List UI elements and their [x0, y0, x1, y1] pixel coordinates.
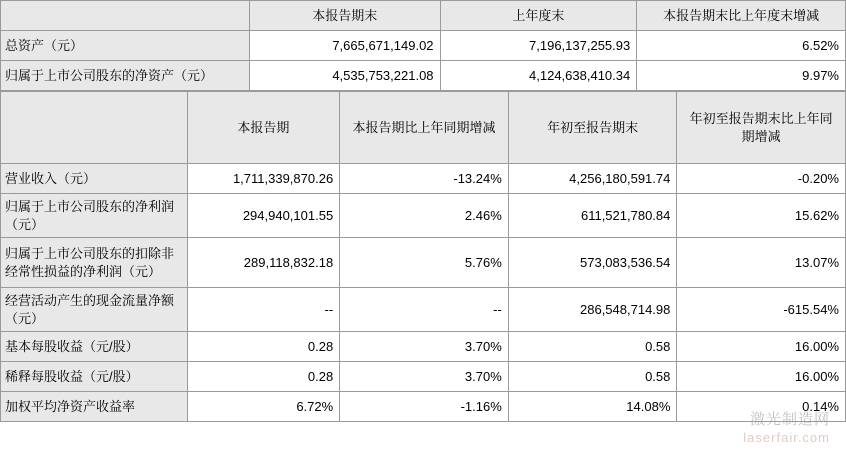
- cell-net-profit-deducted-ytd-yoy: 13.07%: [677, 238, 846, 288]
- cell-net-profit-deducted-this-period: 289,118,832.18: [187, 238, 340, 288]
- cell-net-profit-deducted-ytd: 573,083,536.54: [508, 238, 677, 288]
- cell-net-assets-last-year-end: 4,124,638,410.34: [440, 61, 637, 91]
- row-label-diluted-eps: 稀释每股收益（元/股）: [1, 362, 188, 392]
- table-header-row: [1, 1, 846, 31]
- cell-net-profit-this-period: 294,940,101.55: [187, 194, 340, 238]
- cell-net-assets-change: 9.97%: [637, 61, 846, 91]
- cell-diluted-eps-ytd: 0.58: [508, 362, 677, 392]
- table-row: [1, 362, 846, 392]
- table-header-row: [1, 92, 846, 164]
- cell-revenue-this-period: 1,711,339,870.26: [187, 164, 340, 194]
- cell-net-profit-ytd-yoy: 15.62%: [677, 194, 846, 238]
- row-label-net-profit: 归属于上市公司股东的净利润（元）: [1, 194, 188, 238]
- cell-operating-cashflow-this-period-yoy: --: [340, 288, 509, 332]
- column-header-ytd: 年初至报告期末: [508, 92, 677, 164]
- cell-operating-cashflow-ytd-yoy: -615.54%: [677, 288, 846, 332]
- cell-diluted-eps-this-period: 0.28: [187, 362, 340, 392]
- row-label-net-profit-deducted: 归属于上市公司股东的扣除非经常性损益的净利润（元）: [1, 238, 188, 288]
- cell-diluted-eps-ytd-yoy: 16.00%: [677, 362, 846, 392]
- table-row: [1, 31, 846, 61]
- row-label-basic-eps: 基本每股收益（元/股）: [1, 332, 188, 362]
- cell-weighted-roe-ytd-yoy: 0.14%: [677, 392, 846, 422]
- column-header-ytd-yoy: 年初至报告期末比上年同期增减: [677, 92, 846, 164]
- table-row: [1, 61, 846, 91]
- cell-revenue-ytd-yoy: -0.20%: [677, 164, 846, 194]
- column-header-last-year-end: 上年度末: [440, 1, 637, 31]
- cell-weighted-roe-ytd: 14.08%: [508, 392, 677, 422]
- cell-revenue-this-period-yoy: -13.24%: [340, 164, 509, 194]
- cell-basic-eps-this-period-yoy: 3.70%: [340, 332, 509, 362]
- row-label-total-assets: 总资产（元）: [1, 31, 250, 61]
- cell-basic-eps-ytd: 0.58: [508, 332, 677, 362]
- row-label-revenue: 营业收入（元）: [1, 164, 188, 194]
- cell-weighted-roe-this-period: 6.72%: [187, 392, 340, 422]
- cell-total-assets-last-year-end: 7,196,137,255.93: [440, 31, 637, 61]
- column-header-blank: [1, 92, 188, 164]
- cell-basic-eps-this-period: 0.28: [187, 332, 340, 362]
- watermark-site-url: laserfair.com: [743, 430, 830, 445]
- table-row: [1, 392, 846, 422]
- cell-net-profit-deducted-this-period-yoy: 5.76%: [340, 238, 509, 288]
- cell-weighted-roe-this-period-yoy: -1.16%: [340, 392, 509, 422]
- cell-revenue-ytd: 4,256,180,591.74: [508, 164, 677, 194]
- column-header-period-end: 本报告期末: [249, 1, 440, 31]
- cell-diluted-eps-this-period-yoy: 3.70%: [340, 362, 509, 392]
- watermark-site-name: 激光制造网: [749, 411, 830, 428]
- cell-net-assets-period-end: 4,535,753,221.08: [249, 61, 440, 91]
- table-row: [1, 288, 846, 332]
- cell-net-profit-ytd: 611,521,780.84: [508, 194, 677, 238]
- column-header-blank: [1, 1, 250, 31]
- column-header-this-period: 本报告期: [187, 92, 340, 164]
- balance-summary-table: [0, 0, 846, 91]
- table-row: [1, 238, 846, 288]
- cell-basic-eps-ytd-yoy: 16.00%: [677, 332, 846, 362]
- cell-net-profit-this-period-yoy: 2.46%: [340, 194, 509, 238]
- cell-operating-cashflow-this-period: --: [187, 288, 340, 332]
- table-row: [1, 194, 846, 238]
- income-summary-table: [0, 91, 846, 422]
- cell-total-assets-change: 6.52%: [637, 31, 846, 61]
- column-header-change: 本报告期末比上年度末增减: [637, 1, 846, 31]
- row-label-operating-cashflow: 经营活动产生的现金流量净额（元）: [1, 288, 188, 332]
- table-row: [1, 164, 846, 194]
- table-row: [1, 332, 846, 362]
- row-label-weighted-roe: 加权平均净资产收益率: [1, 392, 188, 422]
- cell-total-assets-period-end: 7,665,671,149.02: [249, 31, 440, 61]
- column-header-this-period-yoy: 本报告期比上年同期增减: [340, 92, 509, 164]
- cell-operating-cashflow-ytd: 286,548,714.98: [508, 288, 677, 332]
- row-label-net-assets: 归属于上市公司股东的净资产（元）: [1, 61, 250, 91]
